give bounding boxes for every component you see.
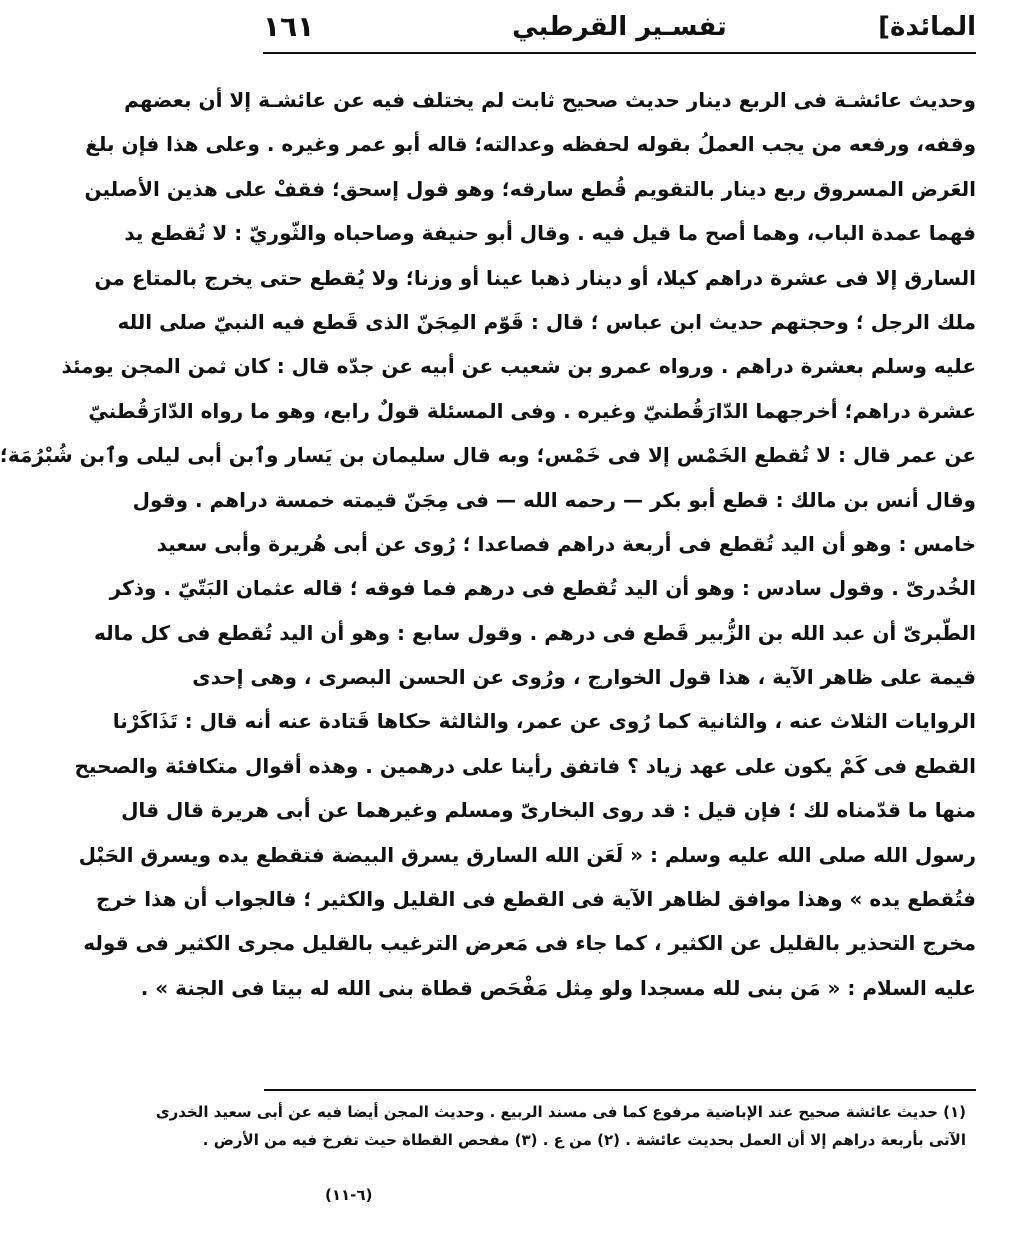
text-line: رسول الله صلى الله عليه وسلم : « لَعَن الله السارق يسرق البيضة فتقطع يده ويسرق الحَبْل [78, 842, 976, 867]
printer-signature: (٦-١١) [325, 1186, 373, 1204]
surah-heading [874, 12, 976, 42]
footnote-line: (١) حديث عائشة صحيح عند الإباضية مرفوع كما فى مسند الربيع . وحديث المجن أيضا فيه عن أبى سعيد الخدرى [155, 1103, 966, 1121]
text-line: فتُقطع يده » وهذا موافق لظاهر الآية فى القطع فى القليل والكثير ؛ فالجواب أن هذا خرج [96, 887, 976, 912]
text-line: وقفه، ورفعه من يجب العملُ بقوله لحفظه وعدالته؛ قاله أبو عمر وغيره . وعلى هذا فإن بلغ [85, 132, 976, 157]
surah-bracket: ] [878, 12, 890, 42]
text-line: الطّبرىّ أن عبد الله بن الزُّبير قَطع فى درهم . وقول سابع : وهو أن اليد تُقطع فى كل ماله [94, 620, 976, 645]
text-line: عشرة دراهم؛ أخرجهما الدّارَقُطنيّ وغيره . وفى المسئلة قولٌ رابع، وهو ما رواه الدّارَقُطنيّ [88, 398, 976, 423]
text-line: العَرض المسروق ربع دينار بالتقويم قُطع سارقه؛ وهو قول إسحق؛ فقفْ على هذين الأصلين [84, 176, 976, 201]
book-title: تفسـير القرطبي [512, 12, 727, 42]
text-line: ملك الرجل ؛ وحجتهم حديث ابن عباس ؛ قال : قَوّم المِجَنّ الذى قَطع فيه النبيّ صلى الله [117, 309, 976, 334]
text-line: القطع فى كَمْ يكون على عهد زياد ؟ فاتفق رأينا على درهمين . وهذه أقوال متكافئة والصحيح [74, 753, 976, 778]
text-line: قيمة على ظاهر الآية ، هذا قول الخوارج ، ورُوى عن الحسن البصرى ، وهى إحدى [192, 665, 976, 690]
text-line: السارق إلا فى عشرة دراهم كيلا، أو دينار ذهبا عينا أو وزنا؛ ولا يُقطع حتى يخرج بالمتاع من [94, 265, 976, 290]
page-header [263, 8, 976, 52]
text-line: خامس : وهو أن اليد تُقطع فى أربعة دراهم فصاعدا ؛ رُوى عن أبى هُريرة وأبى سعيد [156, 531, 976, 556]
text-line: الخُدرىّ . وقول سادس : وهو أن اليد تُقطع فى درهم فما فوقه ؛ قاله عثمان البَتّيّ . وذكر [109, 576, 976, 601]
text-line: فهما عمدة الباب، وهما أصح ما قيل فيه . وقال أبو حنيفة وصاحباه والثّوريّ : لا تُقطع يد [124, 221, 976, 246]
text-line: عليه وسلم بعشرة دراهم . ورواه عمرو بن شعيب عن أبيه عن جدّه قال : كان ثمن المجن يومئذ [61, 354, 976, 379]
text-line: منها ما قدّمناه لك ؛ فإن قيل : قد روى البخارىّ ومسلم وغيرهما عن أبى هريرة قال قال [121, 798, 976, 823]
text-line: مخرج التحذير بالقليل عن الكثير ، كما جاء فى مَعرض الترغيب بالقليل مجرى الكثير فى قوله [83, 931, 976, 956]
footnote-rule [264, 1089, 976, 1091]
page-number: ١٦١ [263, 10, 315, 43]
surah-name: المائدة [890, 12, 976, 42]
text-line: وقال أنس بن مالك : قطع أبو بكر — رحمه الله — فى مِجَنّ قيمته خمسة دراهم . وقول [132, 487, 976, 512]
header-rule [263, 52, 976, 54]
text-line: عليه السلام : « مَن بنى لله مسجدا ولو مِثل مَفْحَص قطاة بنى الله له بيتا فى الجنة » . [140, 975, 976, 1000]
footnote-line: الآتى بأربعة دراهم إلا أن العمل بحديث عائشة . (٢) من ع . (٣) مفحص القطاة حيث تفرخ فيه من الأرض . [202, 1131, 966, 1149]
footnotes [155, 1098, 966, 1154]
text-line: الروايات الثلاث عنه ، والثانية كما رُوى عن عمر، والثالثة حكاها قَتادة عنه أنه قال : تَذَاكَرْنا [112, 709, 976, 734]
text-line: وحديث عائشـة فى الربع دينار حديث صحيح ثابت لم يختلف فيه عن عائشـة إلا أن بعضهم [124, 88, 976, 112]
body-text [0, 78, 976, 1010]
text-line: عن عمر قال : لا تُقطع الخَمْس إلا فى خَمْس؛ وبه قال سليمان بن يَسار وٱبن أبى ليلى وٱبن شُبْرُمَة؛ [0, 443, 976, 468]
